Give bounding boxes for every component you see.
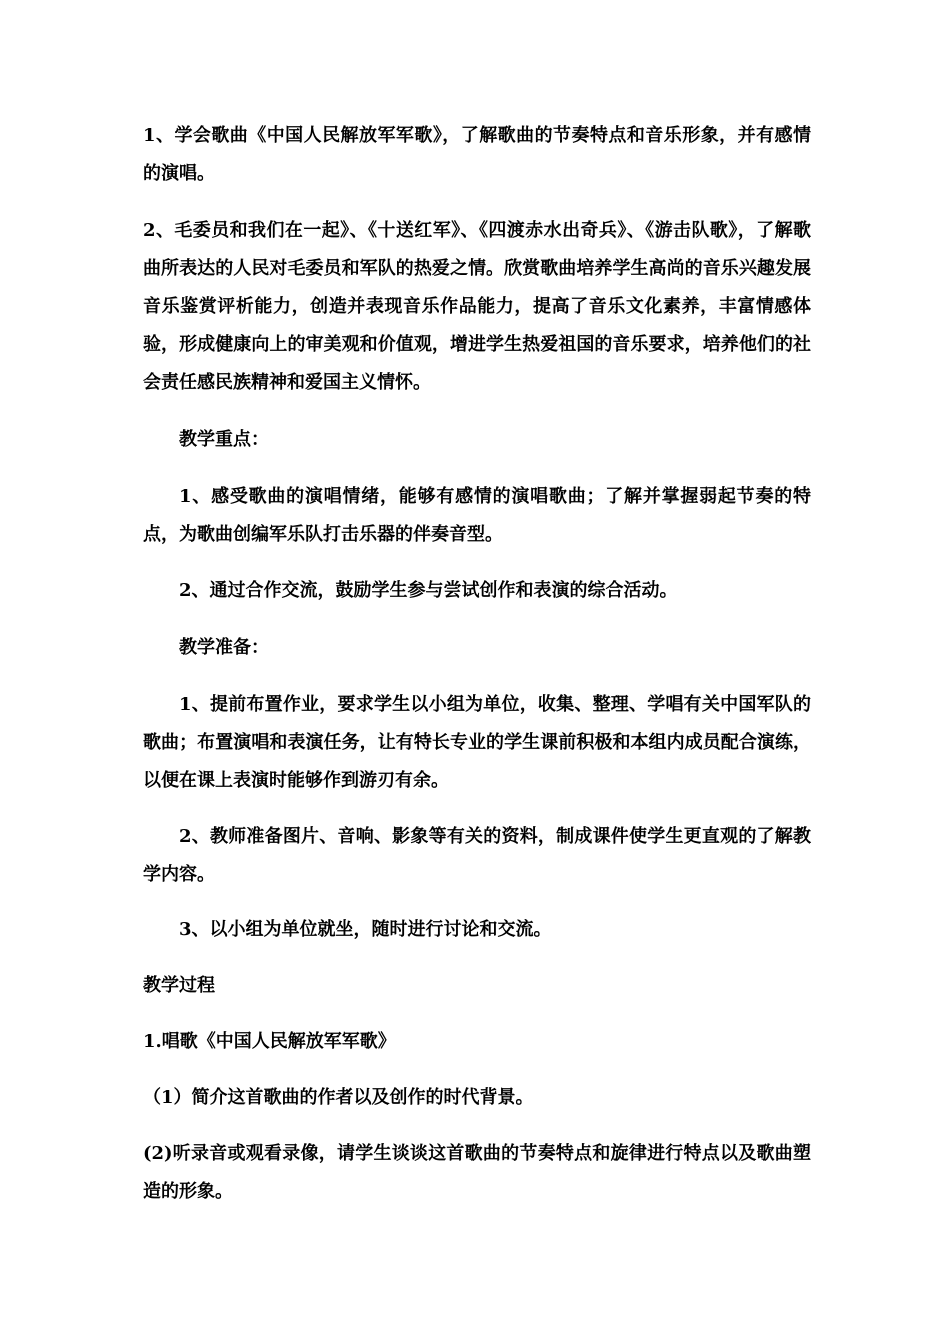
focus-item-1-paragraph: 1、感受歌曲的演唱情绪，能够有感情的演唱歌曲；了解并掌握弱起节奏的特点，为歌曲创编军乐队打击乐器的伴奏音型。 (143, 486, 811, 545)
objective-2-paragraph: 2、毛委员和我们在一起》、《十送红军》、《四渡赤水出奇兵》、《游击队歌》，了解歌曲所表达的人民对毛委员和军队的热爱之情。欣赏歌曲培养学生高尚的音乐兴趣发展音乐鉴赏评析能力，创造并表现音乐作品能力，提高了音乐文化素养，丰富情感体验，形成健康向上的审美观和价值观，增进学生热爱祖国的音乐要求，培养他们的社会责任感民族精神和爱国主义情怀。 (143, 220, 811, 393)
teaching-preparation-heading: 教学准备： (179, 637, 269, 658)
preparation-item-2-paragraph: 2、教师准备图片、音响、影象等有关的资料，制成课件使学生更直观的了解教学内容。 (143, 826, 811, 885)
teaching-focus-heading: 教学重点： (179, 429, 269, 450)
process-step-1-heading: 1.唱歌《中国人民解放军军歌》 (143, 1031, 396, 1052)
teaching-process-heading: 教学过程 (143, 975, 215, 996)
preparation-item-3-paragraph: 3、以小组为单位就坐，随时进行讨论和交流。 (179, 919, 552, 940)
focus-item-2-paragraph: 2、通过合作交流，鼓励学生参与尝试创作和表演的综合活动。 (179, 580, 678, 601)
process-substep-2-paragraph: (2)听录音或观看录像，请学生谈谈这首歌曲的节奏特点和旋律进行特点以及歌曲塑造的形象。 (143, 1143, 811, 1202)
preparation-item-1-paragraph: 1、提前布置作业，要求学生以小组为单位，收集、整理、学唱有关中国军队的歌曲；布置演唱和表演任务，让有特长专业的学生课前积极和本组内成员配合演练，以便在课上表演时能够作到游刃有余。 (143, 694, 811, 791)
objective-1-paragraph: 1、学会歌曲《中国人民解放军军歌》，了解歌曲的节奏特点和音乐形象，并有感情的演唱。 (143, 125, 811, 184)
process-substep-1-paragraph: （1）简介这首歌曲的作者以及创作的时代背景。 (143, 1087, 534, 1108)
